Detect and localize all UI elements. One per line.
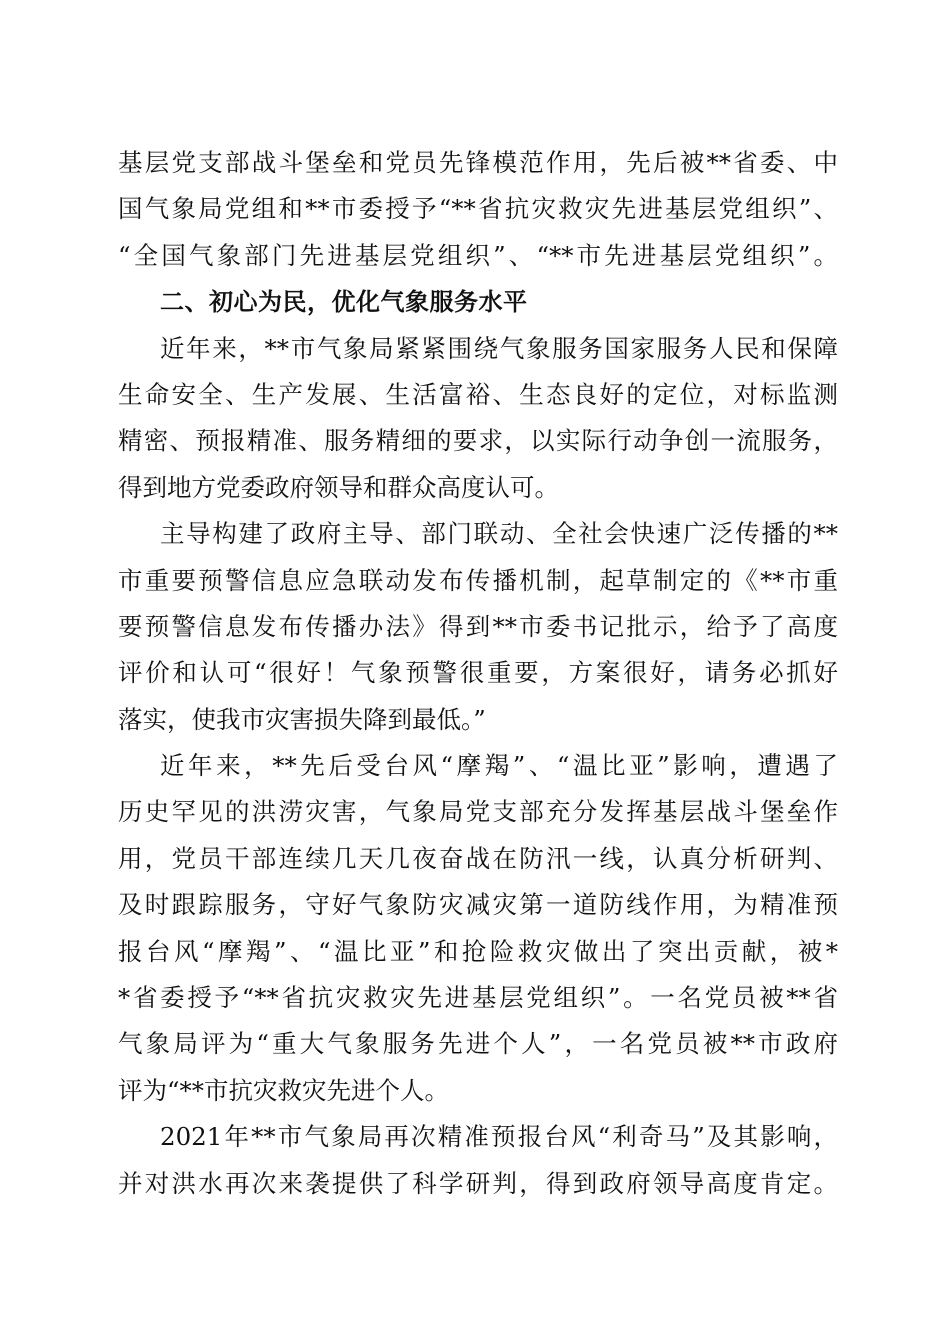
text-line: 近年来，**先后受台风“摩羯”、“温比亚”影响，遭遇了 <box>160 751 838 781</box>
section-heading <box>118 279 838 325</box>
text-line: 用，党员干部连续几天几夜奋战在防汛一线，认真分析研判、 <box>118 843 838 873</box>
heading-text: 二、初心为民，优化气象服务水平 <box>160 288 528 317</box>
paragraph <box>118 326 838 512</box>
text-line: 生命安全、生产发展、生活富裕、生态良好的定位，对标监测 <box>118 379 838 409</box>
paragraph <box>118 511 838 743</box>
text-line: *省委授予“**省抗灾救灾先进基层党组织”。一名党员被**省 <box>118 983 838 1013</box>
text-line: 报台风“摩羯”、“温比亚”和抢险救灾做出了突出贡献，被* <box>118 936 838 966</box>
text-line: 近年来，**市气象局紧紧围绕气象服务国家服务人民和保障 <box>160 333 838 363</box>
paragraph <box>118 743 838 1114</box>
text-line: 基层党支部战斗堡垒和党员先锋模范作用，先后被**省委、中 <box>118 148 838 177</box>
text-line: 精密、预报精准、服务精细的要求，以实际行动争创一流服务， <box>118 426 838 456</box>
paragraph-continuation <box>118 140 838 279</box>
text-line: 主导构建了政府主导、部门联动、全社会快速广泛传播的** <box>160 519 838 549</box>
text-line: 得到地方党委政府领导和群众高度认可。 <box>118 472 559 502</box>
text-line: 要预警信息发布传播办法》得到**市委书记批示，给予了高度 <box>118 611 838 641</box>
text-line: 评为“**市抗灾救灾先进个人。 <box>118 1075 450 1105</box>
text-line: 并对洪水再次来袭提供了科学研判，得到政府领导高度肯定。 <box>118 1168 838 1198</box>
text-line: 历史罕见的洪涝灾害，气象局党支部充分发挥基层战斗堡垒作 <box>118 797 838 827</box>
text-line: 气象局评为“重大气象服务先进个人”，一名党员被**市政府 <box>118 1029 838 1059</box>
text-line: “全国气象部门先进基层党组织”、“**市先进基层党组织”。 <box>118 240 838 270</box>
text-line: 落实，使我市灾害损失降到最低。” <box>118 704 486 734</box>
text-line: 市重要预警信息应急联动发布传播机制，起草制定的《**市重 <box>118 565 838 595</box>
text-line: 评价和认可“很好！气象预警很重要，方案很好，请务必抓好 <box>118 658 838 688</box>
text-line: 2021年**市气象局再次精准预报台风“利奇马”及其影响， <box>160 1122 838 1152</box>
document-body <box>118 140 838 1207</box>
paragraph <box>118 1114 838 1207</box>
text-line: 及时跟踪服务，守好气象防灾减灾第一道防线作用，为精准预 <box>118 890 838 920</box>
text-line: 国气象局党组和**市委授予“**省抗灾救灾先进基层党组织”、 <box>118 194 838 224</box>
